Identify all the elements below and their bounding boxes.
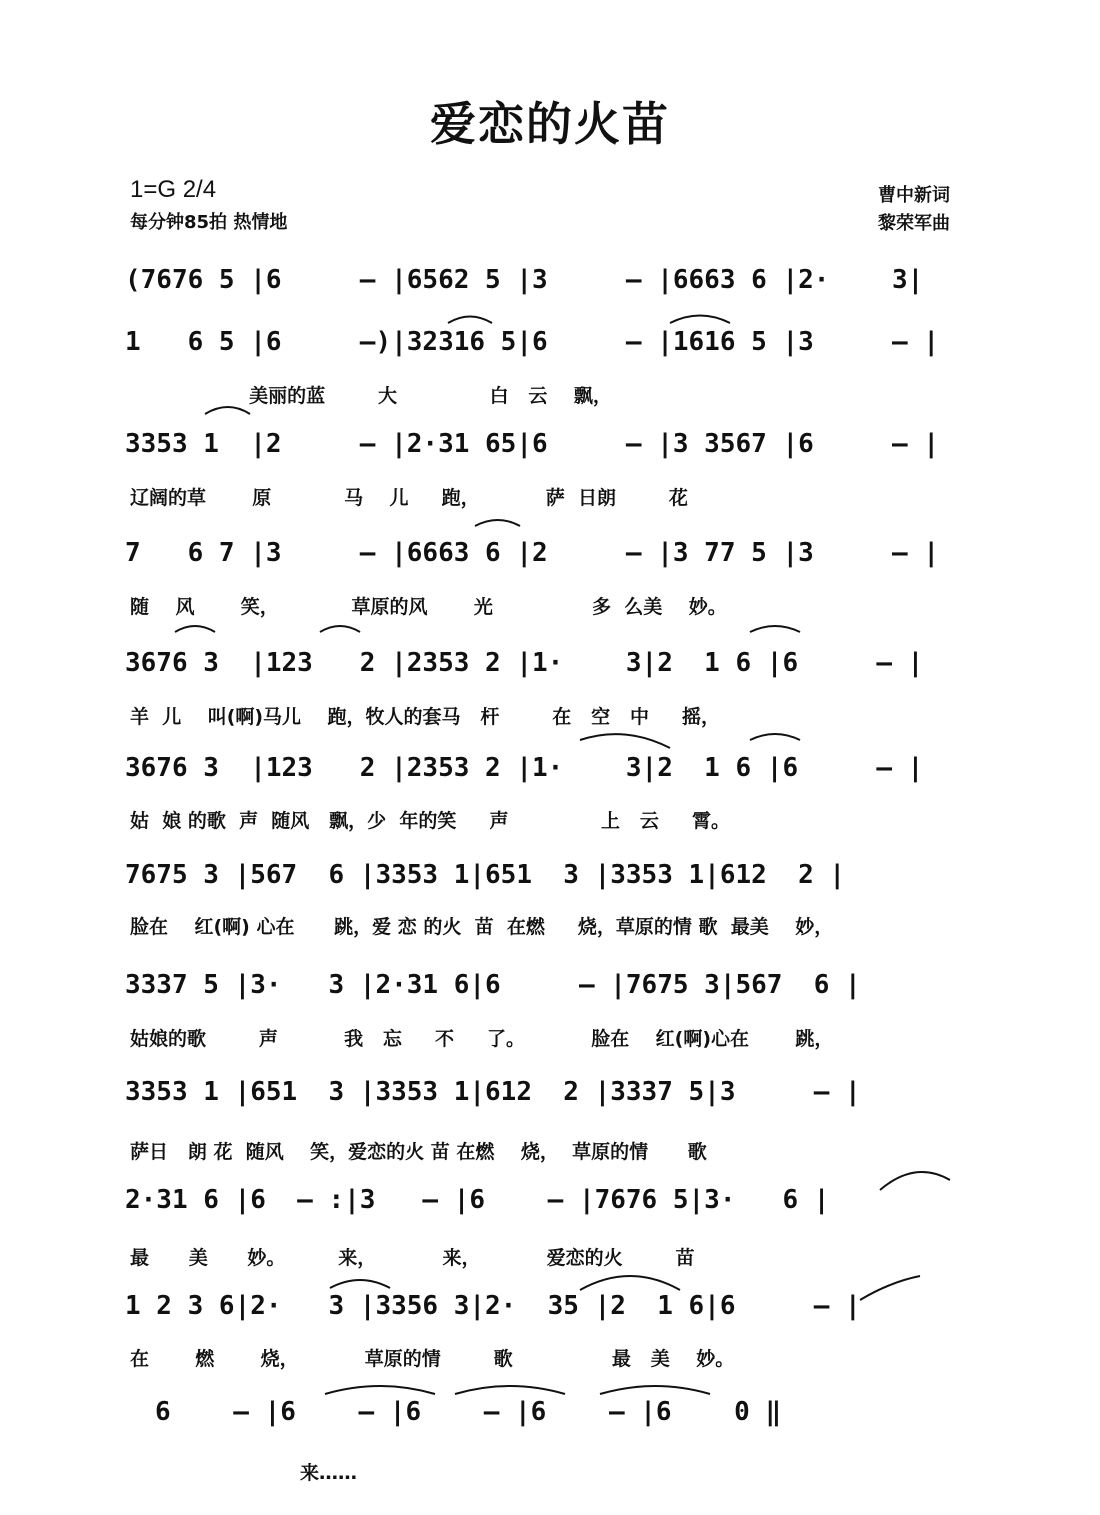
lyric-line-11: 在 燃 烧， 草原的情 歌 最 美 妙。 (130, 1348, 735, 1370)
slur (750, 734, 800, 740)
notation-line-10: 2·31 6 |6 – :|3 – |6 – |7676 5|3· 6 | (125, 1185, 830, 1215)
slur (175, 626, 215, 632)
slur (750, 626, 800, 632)
notation-line-11: 1 2 3 6|2· 3 |3356 3|2· 35 |2 1 6|6 – | (125, 1291, 861, 1321)
lyricist: 曹中新词 (878, 185, 950, 206)
slur (670, 316, 730, 324)
lyric-line-9: 萨日 朗 花 随风 笑，爱恋的火 苗 在燃 烧， 草原的情 歌 (130, 1141, 707, 1163)
notation-line-2: 1 6 5 |6 –)|32316 5|6 – |1616 5 |3 – | (125, 327, 939, 357)
slur (860, 1276, 920, 1300)
slur (330, 1280, 390, 1288)
notation-line-6: 3676 3 |123 2 |2353 2 |1· 3|2 1 6 |6 – | (125, 753, 924, 783)
lyric-line-3: 辽阔的草 原 马 儿 跑， 萨 日朗 花 (130, 487, 688, 509)
lyric-line-8: 姑娘的歌 声 我 忘 不 了。 脸在 红(啊)心在 跳， (130, 1028, 834, 1050)
notation-line-3: 3353 1 |2 – |2·31 65|6 – |3 3567 |6 – | (125, 429, 939, 459)
notation-line-1: (7676 5 |6 – |6562 5 |3 – |6663 6 |2· 3| (125, 265, 924, 295)
slur (580, 734, 670, 748)
lyric-line-2: 美丽的蓝 大 白 云 飘， (130, 385, 612, 407)
notation-line-8: 3337 5 |3· 3 |2·31 6|6 – |7675 3|567 6 | (125, 970, 861, 1000)
slur (448, 317, 492, 324)
slur (455, 1386, 565, 1394)
notation-line-5: 3676 3 |123 2 |2353 2 |1· 3|2 1 6 |6 – | (125, 648, 924, 678)
notation-line-9: 3353 1 |651 3 |3353 1|612 2 |3337 5|3 – | (125, 1077, 861, 1107)
notation-line-12: 6 – |6 – |6 – |6 – |6 0 ‖ (155, 1397, 782, 1427)
tempo-marking: 每分钟85拍 热情地 (130, 212, 288, 233)
slur (320, 626, 360, 632)
slur (205, 407, 250, 414)
song-title: 爱恋的火苗 (430, 97, 670, 151)
notation-line-7: 7675 3 |567 6 |3353 1|651 3 |3353 1|612 2 | (125, 860, 846, 890)
tail-lyric: 来…… (300, 1462, 358, 1484)
lyric-line-10: 最 美 妙。 来， 来， 爱恋的火 苗 (130, 1247, 695, 1269)
lyric-line-5: 羊 儿 叫(啊)马儿 跑，牧人的套马 杆 在 空 中 摇， (130, 706, 721, 728)
lyric-line-7: 脸在 红(啊) 心在 跳，爱 恋 的火 苗 在燃 烧，草原的情 歌 最美 妙， (130, 916, 834, 938)
slur (880, 1172, 950, 1190)
notation-line-4: 7 6 7 |3 – |6663 6 |2 – |3 77 5 |3 – | (125, 538, 939, 568)
lyric-line-4: 随 风 笑， 草原的风 光 多 么美 妙。 (130, 596, 727, 618)
slur (325, 1386, 435, 1394)
slur (600, 1386, 710, 1394)
slur (580, 1276, 680, 1290)
composer: 黎荣军曲 (878, 213, 950, 234)
lyric-line-6: 姑 娘 的歌 声 随风 飘，少 年的笑 声 上 云 霄。 (130, 810, 730, 832)
slur (475, 520, 520, 526)
key-signature: 1=G 2/4 (130, 176, 217, 203)
